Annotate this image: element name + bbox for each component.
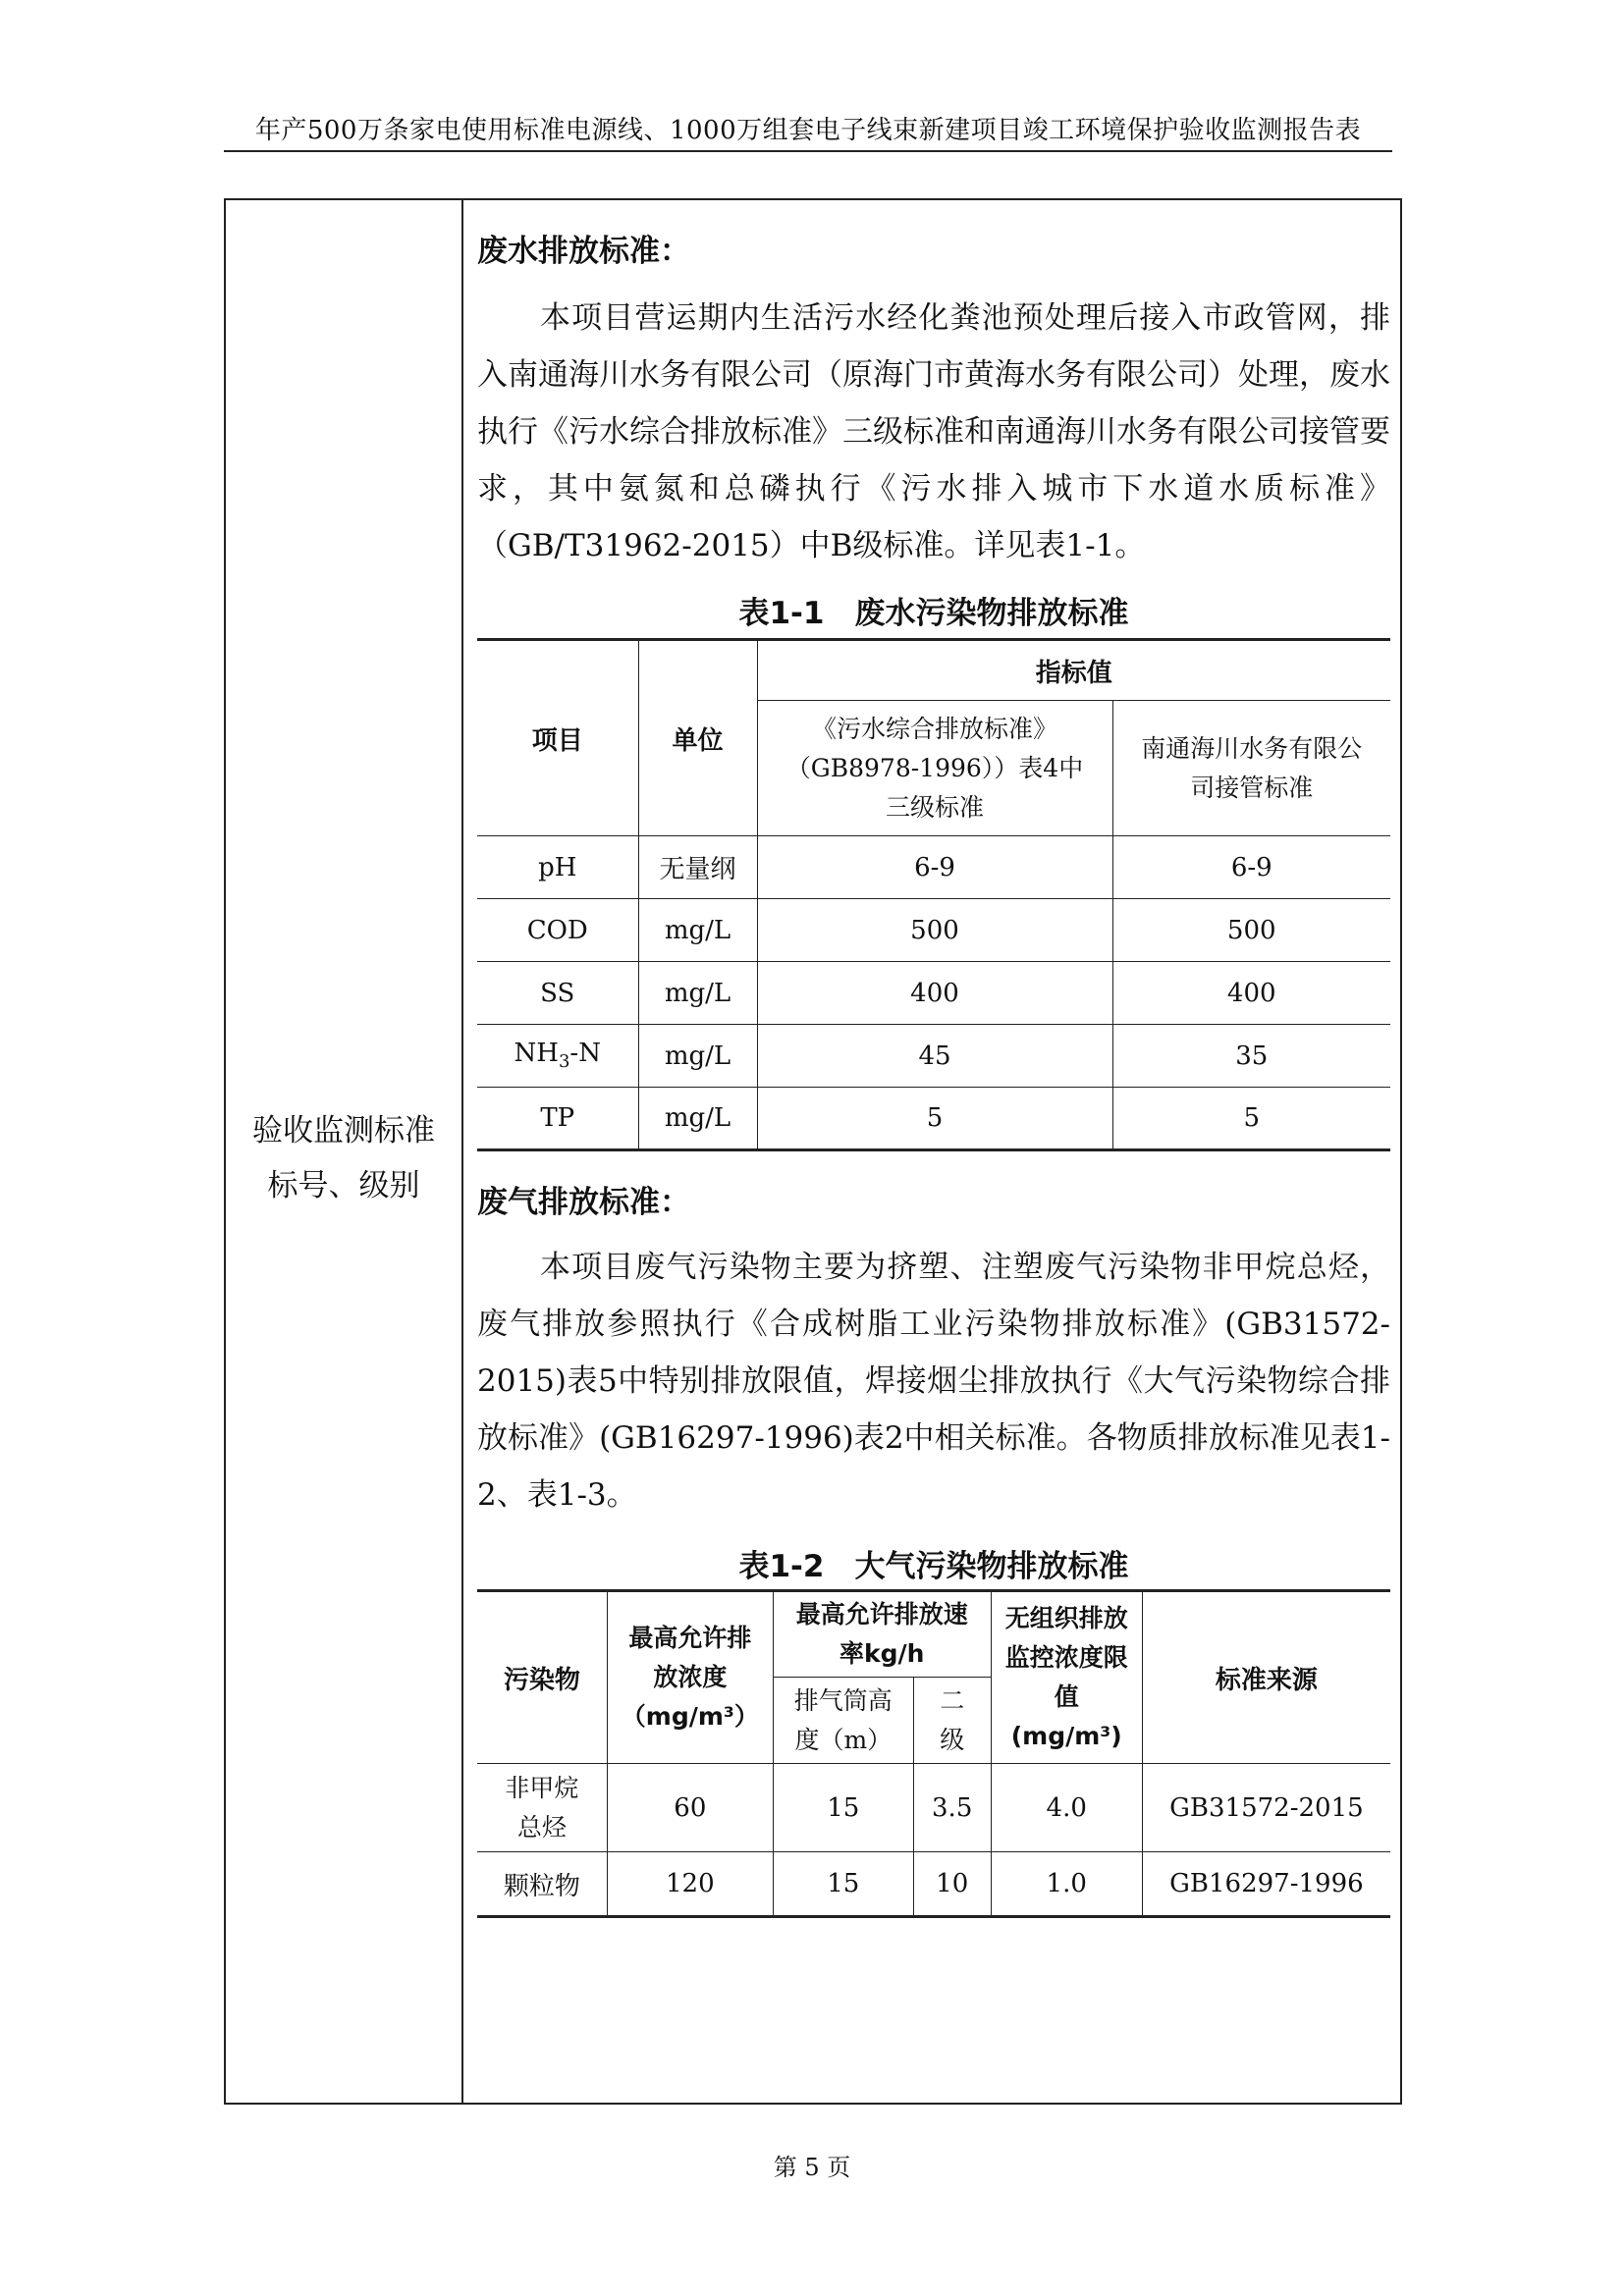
table-row (477, 1764, 1390, 1852)
cell-conc: 120 (607, 1852, 773, 1917)
cell-v1: 5 (757, 1088, 1112, 1150)
col-header-pollutant: 污染物 (477, 1591, 607, 1764)
wastewater-paragraph: 本项目营运期内生活污水经化粪池预处理后接入市政管网，排入南通海川水务有限公司（原海门市黄海水务有限公司）处理，废水执行《污水综合排放标准》三级标准和南通海川水务有限公司接管要求，其中氨氮和总磷执行《污水排入城市下水道水质标准》（GB/T31962-2015）中B级标准。详见表1-1。 (477, 300, 1390, 563)
cell-height: 15 (773, 1852, 913, 1917)
left-label (226, 1103, 461, 1213)
cell-source: GB16297-1996 (1142, 1852, 1390, 1917)
cell-v1: 45 (757, 1025, 1112, 1088)
cell-rate: 10 (913, 1852, 991, 1917)
cell-unit: 无量纲 (638, 836, 757, 899)
cell-conc: 60 (607, 1764, 773, 1852)
left-column (226, 200, 463, 2103)
cell-item: COD (477, 899, 638, 962)
cell-unit: mg/L (638, 1025, 757, 1088)
document-header: 年产500万条家电使用标准电源线、1000万组套电子线束新建项目竣工环境保护验收监测报告表 (254, 116, 1362, 145)
table-1-1-caption: 表1-1 废水污染物排放标准 (738, 596, 1129, 631)
cell-v2: 400 (1112, 962, 1390, 1025)
col-header-std2: 南通海川水务有限公司接管标准 (1112, 701, 1390, 836)
cell-height: 15 (773, 1764, 913, 1852)
col-header-std1: 《污水综合排放标准》（GB8978-1996））表4中三级标准 (757, 701, 1112, 836)
table-row (477, 1088, 1390, 1150)
cell-v2: 5 (1112, 1088, 1390, 1150)
table-row (477, 1852, 1390, 1917)
table-row (477, 836, 1390, 899)
cell-v1: 400 (757, 962, 1112, 1025)
cell-pollutant: 非甲烷总烃 (477, 1764, 607, 1852)
cell-v2: 6-9 (1112, 836, 1390, 899)
cell-unit: mg/L (638, 1088, 757, 1150)
cell-item: SS (477, 962, 638, 1025)
col-header-item: 项目 (477, 640, 638, 836)
cell-v2: 35 (1112, 1025, 1390, 1088)
col-header-fugitive: 无组织排放监控浓度限值(mg/m³) (991, 1591, 1142, 1764)
air-pollutant-standards-table (477, 1589, 1390, 1918)
header-rule (224, 150, 1392, 152)
left-label-line-2: 标号、级别 (267, 1168, 420, 1203)
cell-item-nh3n: $NH_3-N$ (477, 1025, 638, 1088)
report-frame (224, 198, 1402, 2105)
exhaust-paragraph: 本项目废气污染物主要为挤塑、注塑废气污染物非甲烷总烃，废气排放参照执行《合成树脂工业污染物排放标准》(GB31572-2015)表5中特别排放限值，焊接烟尘排放执行《大气污染物综合排放标准》(GB16297-1996)表2中相关标准。各物质排放标准见表1-2、表1-3。 (477, 1250, 1390, 1513)
col-header-index: 指标值 (757, 640, 1390, 701)
col-header-height: 排气筒高度（m） (773, 1678, 913, 1764)
cell-source: GB31572-2015 (1142, 1764, 1390, 1852)
exhaust-heading: 废气排放标准： (477, 1185, 690, 1220)
table-row (477, 899, 1390, 962)
cell-v1: 6-9 (757, 836, 1112, 899)
table-row (477, 962, 1390, 1025)
cell-unit: mg/L (638, 962, 757, 1025)
content-column (477, 200, 1390, 1918)
cell-fugitive: 1.0 (991, 1852, 1142, 1917)
page-number: 第 5 页 (773, 2154, 851, 2181)
cell-pollutant: 颗粒物 (477, 1852, 607, 1917)
col-header-grade: 二级 (913, 1678, 991, 1764)
col-header-conc: 最高允许排放浓度（mg/m³） (607, 1591, 773, 1764)
col-header-unit: 单位 (638, 640, 757, 836)
cell-unit: mg/L (638, 899, 757, 962)
col-header-rate: 最高允许排放速率kg/h (773, 1591, 991, 1678)
table-row (477, 1025, 1390, 1088)
cell-item: TP (477, 1088, 638, 1150)
cell-item: pH (477, 836, 638, 899)
col-header-source: 标准来源 (1142, 1591, 1390, 1764)
wastewater-heading: 废水排放标准： (477, 234, 690, 269)
cell-fugitive: 4.0 (991, 1764, 1142, 1852)
cell-v1: 500 (757, 899, 1112, 962)
wastewater-standards-table (477, 638, 1390, 1151)
left-label-line-1: 验收监测标准 (252, 1113, 435, 1148)
cell-v2: 500 (1112, 899, 1390, 962)
cell-rate: 3.5 (913, 1764, 991, 1852)
table-1-2-caption: 表1-2 大气污染物排放标准 (738, 1549, 1129, 1584)
